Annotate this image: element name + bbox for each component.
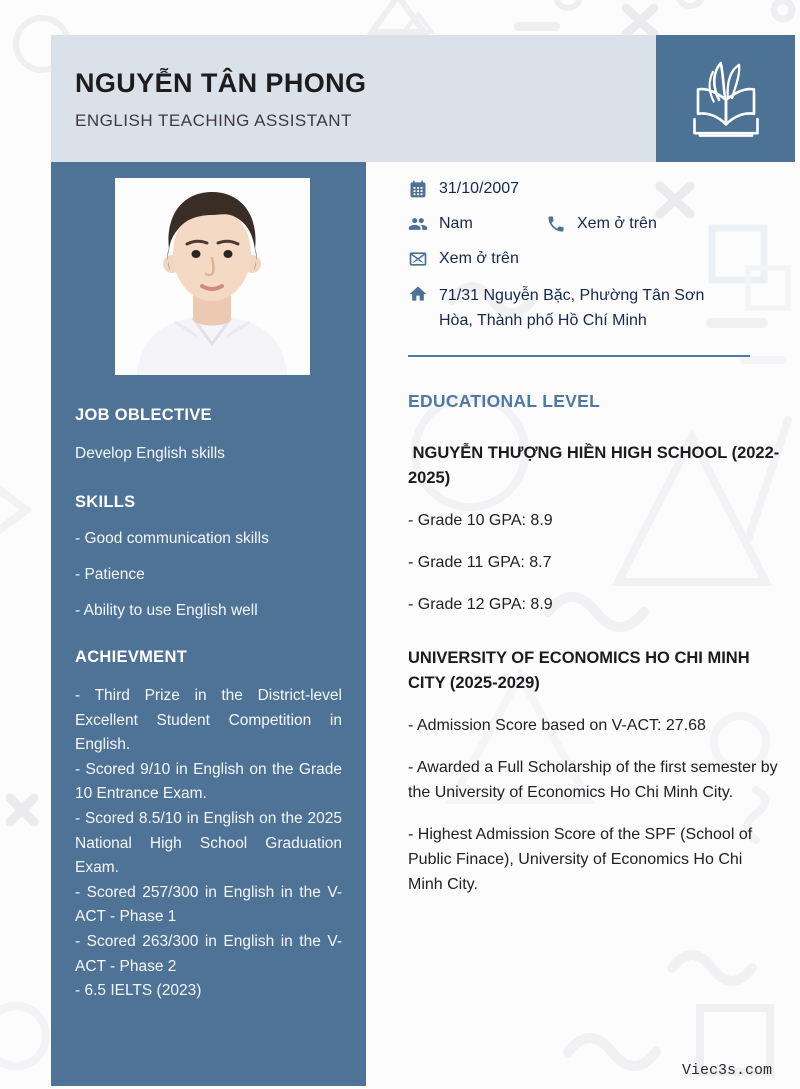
address-value: 71/31 Nguyễn Bặc, Phường Tân Sơn Hòa, Thành phố Hồ Chí Minh [439,287,705,329]
contact-row-gender-phone [408,213,780,235]
contact-row-birthday [408,178,780,200]
candidate-name: NGUYỄN TÂN PHONG [75,68,367,98]
candidate-job-title: ENGLISH TEACHING ASSISTANT [75,111,352,130]
achievement-item: - Scored 257/300 in English in the V-ACT - Phase 1 [75,883,342,926]
envelope-icon [408,249,428,269]
phone-icon [546,214,566,234]
achievement-item: - Third Prize in the District-level Excellent Student Competition in English. [75,687,342,754]
education-item: - Grade 11 GPA: 8.7 [408,554,552,571]
education-item: - Grade 12 GPA: 8.9 [408,596,553,613]
education-item: - Admission Score based on V-ACT: 27.68 [408,717,706,734]
sidebar [51,162,366,1086]
contact-row-email [408,248,780,270]
education-item: - Highest Admission Score of the SPF (School of Public Finace), University of Economics Ho Chi Minh City. [408,826,753,893]
phone-value: Xem ở trên [577,215,657,232]
header [51,35,656,162]
people-icon [408,214,428,234]
achievement-item: - 6.5 IELTS (2023) [75,982,202,1000]
achievement-item: - Scored 8.5/10 in English on the 2025 National High School Graduation Exam. [75,809,342,877]
open-book-icon [684,59,768,139]
watermark: Viec3s.com [681,1062,772,1079]
section-divider [408,355,750,357]
skill-item: - Ability to use English well [75,602,258,619]
job-objective-text: Develop English skills [75,445,225,462]
skill-item: - Good communication skills [75,530,269,547]
email-value: Xem ở trên [439,250,519,267]
sidebar-content [51,406,366,1004]
birthday-value: 31/10/2007 [439,180,520,197]
education-item: - Awarded a Full Scholarship of the first semester by the University of Economics Ho Chi Minh City. [408,759,778,801]
education-heading: EDUCATIONAL LEVEL [408,391,601,411]
home-icon [408,284,428,304]
achievement-heading: ACHIEVMENT [75,648,188,666]
skill-item: - Patience [75,566,145,583]
achievement-list [75,684,342,1004]
achievement-item: - Scored 263/300 in English in the V-ACT - Phase 2 [75,932,342,975]
job-objective-heading: JOB OBLECTIVE [75,406,212,424]
logo-box [656,35,795,162]
phone-pair [546,213,657,235]
contact-row-address [408,283,780,333]
education-item: - Grade 10 GPA: 8.9 [408,512,553,529]
portrait-illustration [115,178,310,375]
achievement-item: - Scored 9/10 in English on the Grade 10 Entrance Exam. [75,760,342,803]
profile-photo [115,178,310,375]
gender-pair [408,213,546,235]
skills-heading: SKILLS [75,493,136,511]
main-content [408,178,780,897]
gender-value: Nam [439,215,473,232]
school-title: UNIVERSITY OF ECONOMICS HO CHI MINH CITY (2025-2029) [408,649,755,692]
school-title: NGUYỄN THƯỢNG HIỀN HIGH SCHOOL (2022-2025) [408,444,780,487]
calendar-icon [408,179,428,199]
